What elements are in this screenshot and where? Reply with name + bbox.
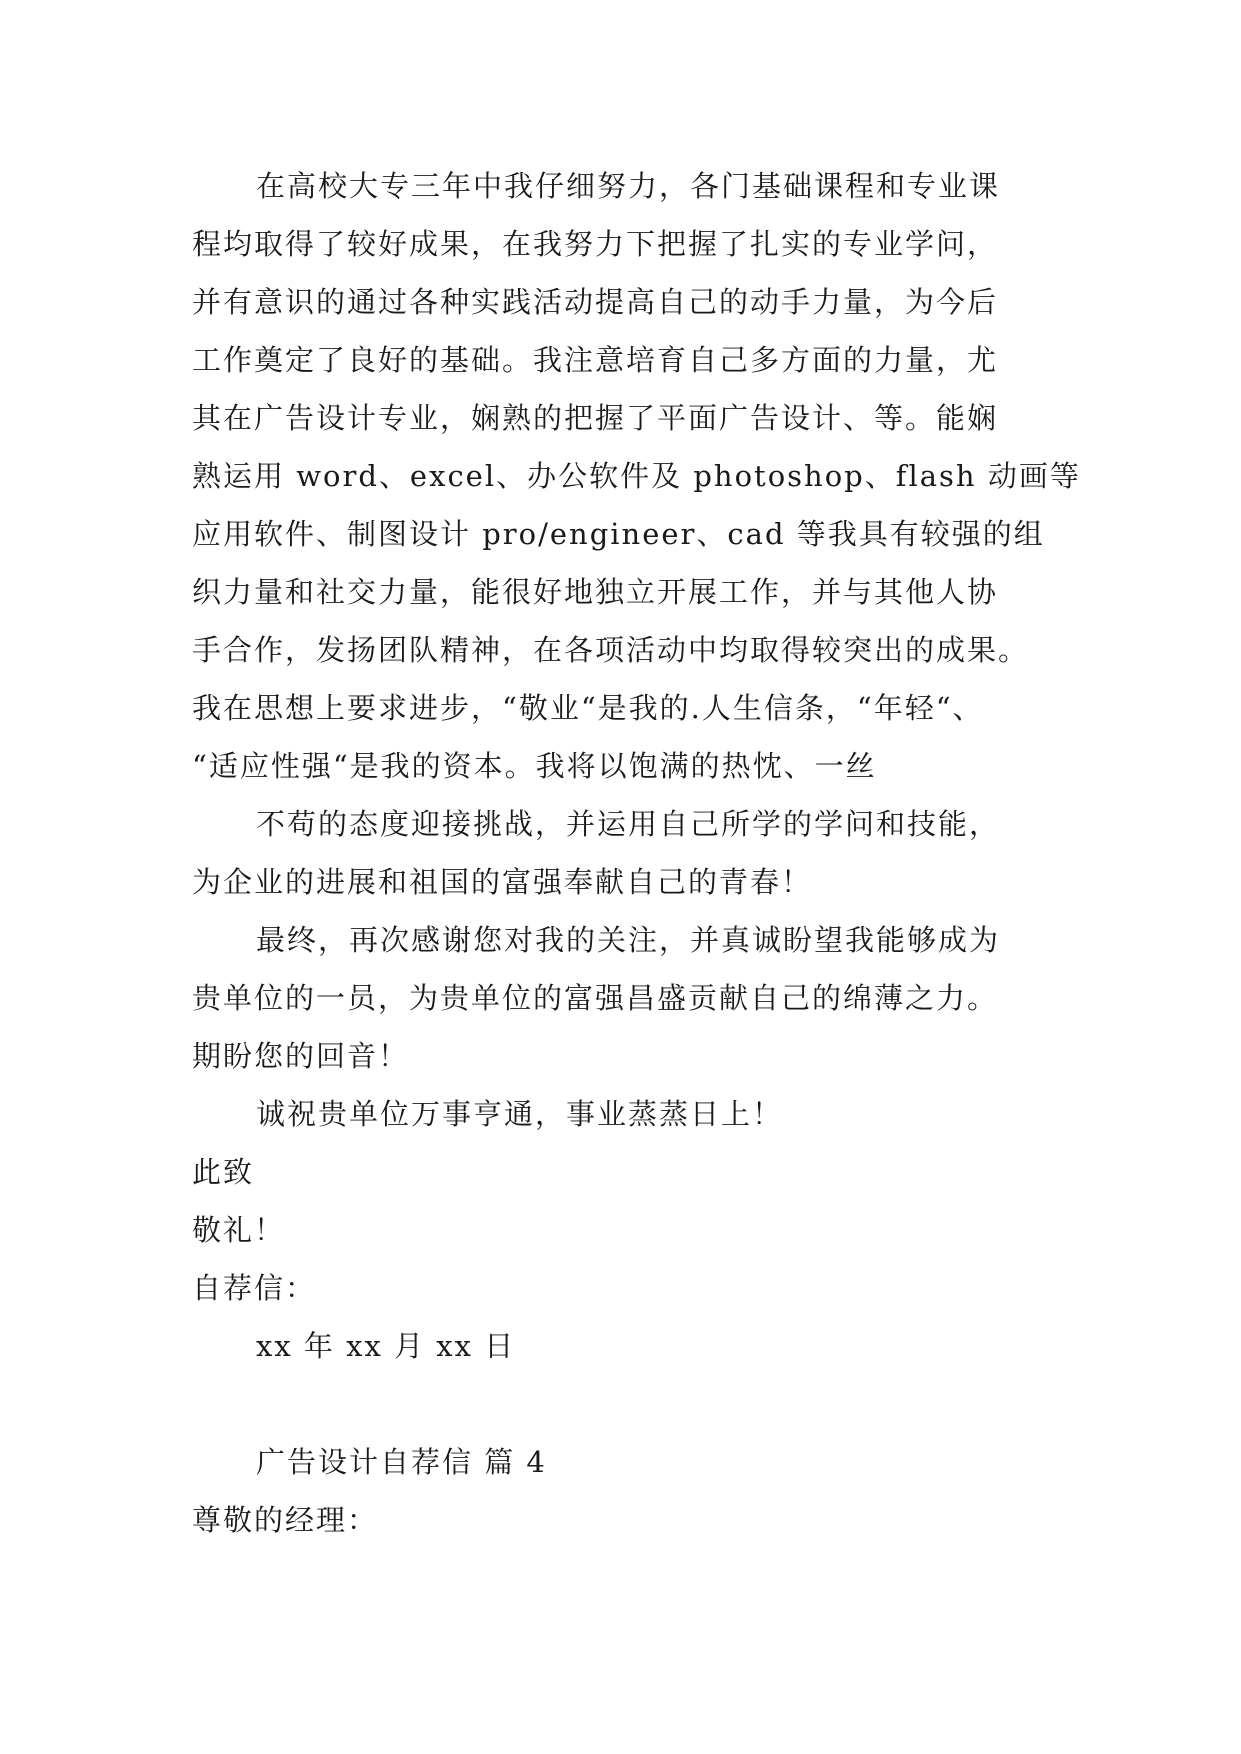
closing-line: 此致	[192, 1155, 255, 1189]
text-line: 为企业的进展和祖国的富强奉献自己的青春！	[192, 865, 813, 899]
text-line: 并有意识的通过各种实践活动提高自己的动手力量，为今后	[192, 285, 999, 319]
text-line: 贵单位的一员，为贵单位的富强昌盛贡献自己的绵薄之力。	[192, 981, 999, 1015]
text-line: 最终，再次感谢您对我的关注，并真诚盼望我能够成为	[256, 923, 1001, 957]
text-line: 织力量和社交力量，能很好地独立开展工作，并与其他人协	[192, 575, 999, 609]
text-line: “适应性强“是我的资本。我将以饱满的热忱、一丝	[192, 749, 877, 783]
text-line: 熟运用 word、excel、办公软件及 photoshop、flash 动画等	[192, 459, 1081, 493]
text-line: 手合作，发扬团队精神，在各项活动中均取得较突出的成果。	[192, 633, 1030, 667]
closing-line: 敬礼！	[192, 1213, 286, 1247]
salutation: 尊敬的经理：	[192, 1503, 379, 1537]
text-line: 其在广告设计专业，娴熟的把握了平面广告设计、等。能娴	[192, 401, 999, 435]
text-line: 工作奠定了良好的基础。我注意培育自己多方面的力量，尤	[192, 343, 999, 377]
signature-label: 自荐信：	[192, 1271, 317, 1305]
text-line: 诚祝贵单位万事亨通，事业蒸蒸日上！	[256, 1097, 784, 1131]
text-line: 不苟的态度迎接挑战，并运用自己所学的学问和技能，	[256, 807, 1001, 841]
text-line: 程均取得了较好成果，在我努力下把握了扎实的专业学问，	[192, 227, 999, 261]
text-line: 应用软件、制图设计 pro/engineer、cad 等我具有较强的组	[192, 517, 1045, 551]
text-line: 在高校大专三年中我仔细努力，各门基础课程和专业课	[256, 169, 1001, 203]
section-heading: 广告设计自荐信 篇 4	[256, 1445, 547, 1479]
date-line: xx 年 xx 月 xx 日	[256, 1329, 516, 1363]
text-line: 期盼您的回音！	[192, 1039, 410, 1073]
text-line: 我在思想上要求进步，“敬业“是我的.人生信条，“年轻“、	[192, 691, 984, 725]
